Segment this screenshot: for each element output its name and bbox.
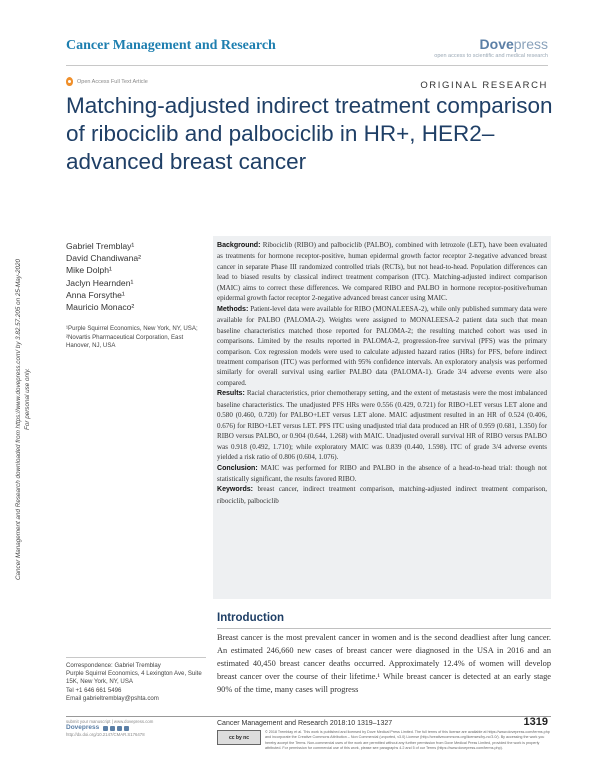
publisher-dove: Dove — [479, 36, 514, 52]
publisher-tagline: open access to scientific and medical research — [434, 53, 548, 59]
abstract-keywords-text: breast cancer, indirect treatment comparison, matching-adjusted indirect treatment comparison, ribociclib, palbociclib — [217, 485, 548, 505]
author[interactable]: Mauricio Monaco² — [66, 302, 135, 313]
abstract-conclusion-text: MAIC was performed for RIBO and PALBO in the absence of a head-to-head trial: though not statistically significant, the results favored RIBO. — [217, 463, 548, 483]
abstract-background-text: Ribociclib (RIBO) and palbociclib (PALBO), combined with letrozole (LET), have been evaluated as treatments for hormone receptor-positive, human epidermal growth factor receptor 2-negative advanced breast cancer in separate Phase III randomized controlled trials (RCTs), but not head-to-head. Population differences can lead to biased results by classical indirect treatment comparison (ITC). Matching-adjusted indirect comparison (MAIC) aims to correct these differences. We compared RIBO and PALBO in hormone receptor-positive/human epidermal growth factor receptor 2-negative advanced breast cancer using MAIC. — [217, 241, 547, 303]
correspondence-org: Purple Squirrel Economics, 4 Lexington Ave, Suite 15K, New York, NY, USA — [66, 670, 202, 686]
correspondence-label: Correspondence: Gabriel Tremblay — [66, 662, 161, 669]
correspondence — [66, 662, 211, 703]
abstract-methods-text: Patient-level data were available for RIBO (MONALEESA-2), while only published summary data were available for PALBO (PALOMA-2). Weights were assigned to MONALEESA-2 patient data such that mean baseline characteristics matched those reported for PALOMA-2; the resulting matched cohort was used in comparisons. Limited by the results reported in PALOMA-2, progression-free survival (PFS) was the primary comparison. Cox regression models were used to calculate adjusted hazard ratios (HRs) for PFS, before indirect treatment comparison (ITC) was performed with 95% confidence intervals. An exploratory analysis was performed similarly for overall survival using earlier PALBO data (PALOMA-1). Grade 3/4 adverse events were also compared. — [217, 304, 547, 387]
abstract-box — [213, 236, 551, 599]
linkedin-icon[interactable] — [117, 726, 122, 731]
share-icons — [103, 726, 129, 731]
author-list — [66, 240, 211, 313]
publisher-logo[interactable] — [480, 36, 548, 52]
author[interactable]: David Chandiwana² — [66, 253, 141, 264]
cc-badge-text: cc by nc — [228, 734, 249, 741]
abstract-conclusion — [217, 463, 547, 485]
introduction-heading: Introduction — [217, 612, 285, 624]
header-divider — [66, 65, 548, 66]
side-download-note — [12, 140, 32, 580]
footer-dovepress[interactable]: Dovepress — [66, 724, 100, 732]
introduction-divider — [217, 628, 551, 629]
abstract-conclusion-label: Conclusion: — [217, 464, 258, 472]
footer-left — [66, 719, 206, 738]
side-note-line1: Cancer Management and Research downloaded from https://www.dovepress.com/ by 3.82.57.205 on 25-May-2020 — [15, 259, 22, 580]
introduction-paragraph: Breast cancer is the most prevalent cancer in women and is the second deadliest after lung cancer. An estimated 246,660 new cases of breast cancer were diagnosed in the USA in 2016 and an estimated 40,450 breast cancer deaths occurred. Approximately 12.4% of women will develop breast cancer over the course of their lifetime.¹ While breast cancer is detected at an early stage 90% of the time, many cases will progress — [217, 633, 551, 695]
correspondence-tel: Tel +1 646 661 5496 — [66, 686, 122, 694]
article-type: ORIGINAL RESEARCH — [420, 80, 548, 91]
affiliations: ¹Purple Squirrel Economics, New York, NY, USA; ²Novartis Pharmaceutical Corporation, East Hanover, NJ, USA — [66, 325, 198, 350]
submit-link[interactable]: submit your manuscript | www.dovepress.com — [66, 719, 154, 724]
abstract-background-label: Background: — [217, 242, 261, 249]
abstract-keywords — [217, 484, 547, 506]
correspondence-divider — [66, 657, 206, 658]
journal-name[interactable]: Cancer Management and Research — [66, 38, 276, 53]
publisher-press: press — [513, 36, 548, 52]
doi-link[interactable]: http://dx.doi.org/10.2147/CMAR.S176478 — [66, 731, 145, 737]
abstract-methods-label: Methods: — [217, 305, 249, 313]
author[interactable]: Jaclyn Hearnden¹ — [66, 277, 134, 288]
abstract-results-label: Results: — [217, 390, 245, 398]
facebook-icon[interactable] — [103, 726, 108, 731]
email-icon[interactable] — [124, 726, 129, 731]
open-access-badge — [66, 77, 148, 86]
abstract-keywords-label: Keywords: — [217, 486, 254, 494]
license-text: © 2018 Tremblay et al. This work is published and licensed by Dove Medical Press Limited. The full terms of this license are available at https://www.dovepress.com/terms.php and incorporate the Creative Commons Attribution – Non Commercial (unported, v3.0) License (http://creativecommons.org/licenses/by-nc/3.0/). By accessing the work you hereby accept the Terms. Non-commercial uses of the work are permitted without any further permission from Dove Medical Press Limited, provided the work is properly attributed. For permission for commercial use of this work, please see paragraphs 4.2 and 5 of our Terms (https://www.dovepress.com/terms.php). — [265, 730, 550, 751]
introduction-body — [217, 631, 551, 696]
abstract-methods — [217, 304, 547, 389]
open-access-label: Open Access Full Text Article — [77, 78, 148, 85]
abstract-background — [217, 240, 547, 304]
abstract-results — [217, 388, 547, 462]
open-access-icon — [66, 77, 73, 86]
article-title: Matching-adjusted indirect treatment comparison of ribociclib and palbociclib in HR+, HER2– advanced breast cancer — [66, 93, 553, 174]
side-note-line2: For personal use only. — [24, 368, 31, 430]
correspondence-email[interactable]: Email gabrieltremblay@pshta.com — [66, 694, 159, 702]
author[interactable]: Gabriel Tremblay¹ — [66, 241, 135, 251]
journal-citation: Cancer Management and Research 2018:10 1319–1327 — [217, 720, 393, 727]
author[interactable]: Mike Dolph¹ — [66, 265, 112, 276]
page-number: 1319 — [523, 716, 548, 728]
author[interactable]: Anna Forsythe¹ — [66, 289, 125, 300]
footer-divider — [66, 716, 551, 717]
cc-license-badge[interactable] — [217, 730, 261, 745]
twitter-icon[interactable] — [110, 726, 115, 731]
abstract-results-text: Racial characteristics, prior chemotherapy setting, and the extent of metastasis were the most imbalanced baseline characteristics. The unadjusted PFS HRs were 0.556 (0.429, 0.721) for RIBO+LET versus LET alone and 0.580 (0.460, 0.720) for PALBO+LET versus LET alone. MAIC adjustment resulted in an HR of 0.524 (0.406, 0.676) for RIBO+LET versus LET. PFS ITC using unadjusted trial data produced an HR of 0.959 (0.681, 1.350) for RIBO versus PALBO, or 0.904 (0.644, 1.268) with MAIC. Unadjusted overall survival HR of RIBO versus PALBO was 0.918 (0.492, 1.710); while exploratory MAIC was 0.839 (0.440, 1.598). ITC of grade 3/4 adverse events yielded a risk ratio of 0.806 (0.604, 1.076). — [217, 389, 547, 462]
